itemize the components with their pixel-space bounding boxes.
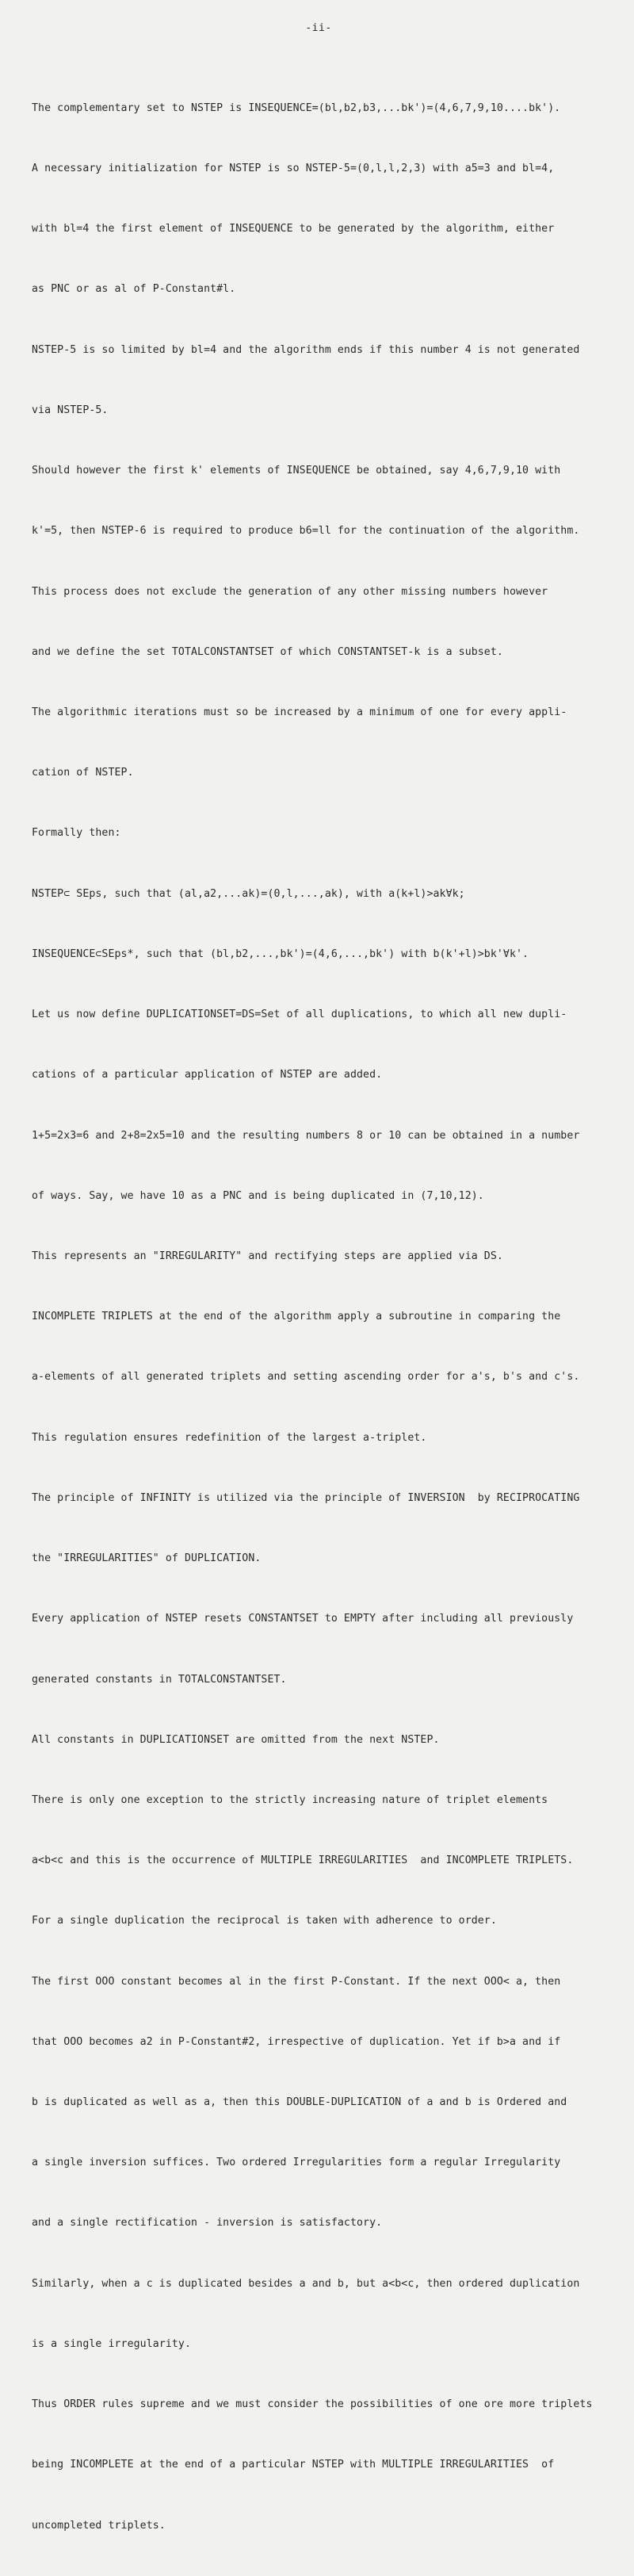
text-line: This process does not exclude the generation of any other missing numbers however	[32, 585, 548, 598]
text-line: INCOMPLETE TRIPLETS at the end of the algorithm apply a subroutine in comparing the	[32, 1311, 561, 1323]
text-line: a single inversion suffices. Two ordered Irregularities form a regular Irregularity	[32, 2157, 561, 2169]
text-line: Should however the first k' elements of INSEQUENCE be obtained, say 4,6,7,9,10 with	[32, 465, 561, 477]
text-line: INSEQUENCE⊂SEps*, such that (bl,b2,...,bk')=(4,6,...,bk') with b(k'+l)>bk'∀k'.	[32, 947, 529, 960]
text-line: being INCOMPLETE at the end of a particular NSTEP with MULTIPLE IRREGULARITIES of	[32, 2459, 555, 2471]
text-line: a<b<c and this is the occurrence of MULTIPLE IRREGULARITIES and INCOMPLETE TRIPLETS.	[32, 1854, 574, 1867]
text-line: as PNC or as al of P-Constant#l.	[32, 283, 236, 296]
text-line: There is only one exception to the strictly increasing nature of triplet elements	[32, 1793, 548, 1806]
text-line: NSTEP⊂ SEps, such that (al,a2,...ak)=(0,l,...,ak), with a(k+l)>ak∀k;	[32, 887, 465, 900]
text-line: of ways. Say, we have 10 as a PNC and is being duplicated in (7,10,12).	[32, 1189, 484, 1202]
text-line: Formally then:	[32, 827, 121, 840]
page-number: -ii-	[305, 22, 332, 34]
text-line: The complementary set to NSTEP is INSEQUENCE=(bl,b2,b3,...bk')=(4,6,7,9,10....bk').	[32, 101, 561, 114]
text-line: Every application of NSTEP resets CONSTANTSET to EMPTY after including all previously	[32, 1613, 574, 1625]
text-line: via NSTEP-5.	[32, 404, 109, 416]
text-line: A necessary initialization for NSTEP is so NSTEP-5=(0,l,l,2,3) with a5=3 and bl=4,	[32, 163, 555, 175]
text-line: is a single irregularity.	[32, 2337, 191, 2350]
text-line: the "IRREGULARITIES" of DUPLICATION.	[32, 1552, 262, 1565]
text-line: Similarly, when a c is duplicated besides a and b, but a<b<c, then ordered duplication	[32, 2277, 580, 2290]
text-line: and we define the set TOTALCONSTANTSET of which CONSTANTSET-k is a subset.	[32, 645, 503, 658]
text-line: Let us now define DUPLICATIONSET=DS=Set of all duplications, to which all new dupli-	[32, 1009, 567, 1021]
text-line: generated constants in TOTALCONSTANTSET.	[32, 1673, 287, 1686]
text-line: with bl=4 the first element of INSEQUENCE to be generated by the algorithm, either	[32, 223, 555, 235]
text-line: k'=5, then NSTEP-6 is required to produce b6=ll for the continuation of the algorithm.	[32, 525, 580, 538]
text-line: The principle of INFINITY is utilized via the principle of INVERSION by RECIPROCATING	[32, 1491, 580, 1504]
text-line: This represents an "IRREGULARITY" and rectifying steps are applied via DS.	[32, 1250, 503, 1262]
text-line: 1+5=2x3=6 and 2+8=2x5=10 and the resulting numbers 8 or 10 can be obtained in a number	[32, 1129, 580, 1142]
text-line: uncompleted triplets.	[32, 2519, 166, 2532]
text-line: a-elements of all generated triplets and setting ascending order for a's, b's and c's.	[32, 1371, 580, 1384]
text-line: NSTEP-5 is so limited by bl=4 and the algorithm ends if this number 4 is not generated	[32, 343, 580, 356]
text-line: Thus ORDER rules supreme and we must consider the possibilities of one ore more triplets	[32, 2398, 593, 2411]
text-line: cations of a particular application of NSTEP are added.	[32, 1069, 383, 1081]
body-text	[32, 58, 605, 2576]
text-line: The first OOO constant becomes al in the first P-Constant. If the next OOO< a, then	[32, 1975, 561, 1988]
text-line: that OOO becomes a2 in P-Constant#2, irrespective of duplication. Yet if b>a and if	[32, 2035, 561, 2048]
text-line: The algorithmic iterations must so be increased by a minimum of one for every appli-	[32, 706, 567, 718]
text-line: For a single duplication the reciprocal is taken with adherence to order.	[32, 1915, 497, 1927]
text-line: b is duplicated as well as a, then this DOUBLE-DUPLICATION of a and b is Ordered and	[32, 2096, 567, 2109]
text-line: cation of NSTEP.	[32, 767, 134, 779]
text-line: This regulation ensures redefinition of the largest a-triplet.	[32, 1431, 427, 1444]
text-line: and a single rectification - inversion is satisfactory.	[32, 2217, 383, 2230]
text-line: All constants in DUPLICATIONSET are omitted from the next NSTEP.	[32, 1733, 440, 1746]
